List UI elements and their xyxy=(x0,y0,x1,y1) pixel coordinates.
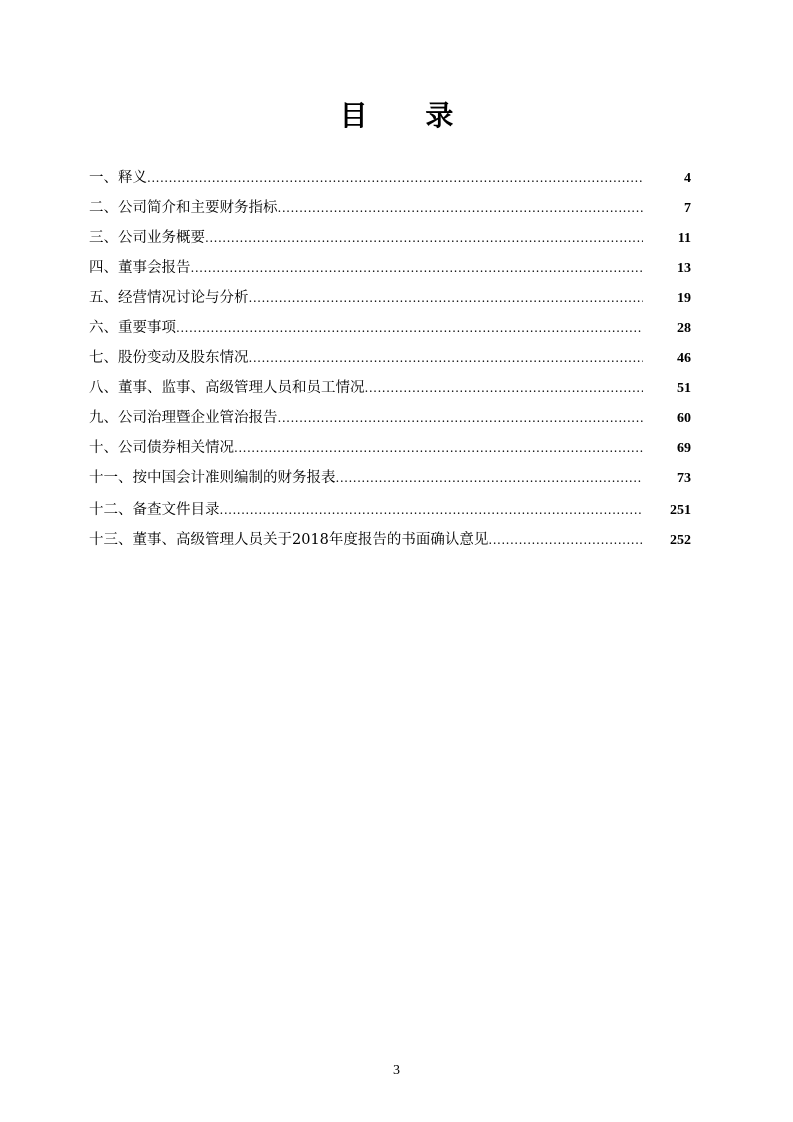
dot-leader xyxy=(191,257,644,279)
toc-entry-page: 13 xyxy=(677,261,691,276)
toc-entry[interactable] xyxy=(89,467,695,497)
dot-leader xyxy=(234,437,643,459)
dot-leader xyxy=(365,377,644,399)
dot-leader xyxy=(278,407,644,429)
toc-entry-page: 28 xyxy=(677,321,691,336)
toc-entry-page: 252 xyxy=(670,533,691,548)
dot-leader xyxy=(249,287,644,309)
dot-leader xyxy=(205,227,643,249)
toc-entry-title: 十三、董事、高级管理人员关于2018年度报告的书面确认意见 xyxy=(89,532,489,548)
toc-entry-title: 九、公司治理暨企业管治报告 xyxy=(89,410,278,426)
page-number: 3 xyxy=(393,1063,400,1078)
toc-entry-page: 51 xyxy=(677,381,691,396)
toc-entry-page: 46 xyxy=(677,351,691,366)
table-of-contents xyxy=(89,167,695,559)
toc-entry[interactable] xyxy=(89,347,695,377)
toc-entry[interactable] xyxy=(89,257,695,287)
toc-entry-title: 八、董事、监事、高级管理人员和员工情况 xyxy=(89,380,365,396)
toc-entry[interactable] xyxy=(89,529,695,559)
toc-entry[interactable] xyxy=(89,197,695,227)
toc-entry-title: 二、公司简介和主要财务指标 xyxy=(89,200,278,216)
toc-entry-page: 7 xyxy=(684,201,691,216)
toc-entry[interactable] xyxy=(89,499,695,529)
toc-entry[interactable] xyxy=(89,167,695,197)
toc-entry[interactable] xyxy=(89,317,695,347)
toc-entry-page: 251 xyxy=(670,503,691,518)
toc-entry[interactable] xyxy=(89,407,695,437)
toc-entry-title: 五、经营情况讨论与分析 xyxy=(89,290,249,306)
toc-entry[interactable] xyxy=(89,227,695,257)
dot-leader xyxy=(336,467,644,489)
dot-leader xyxy=(488,529,643,551)
toc-entry[interactable] xyxy=(89,437,695,467)
dot-leader xyxy=(220,499,644,521)
toc-entry-title: 三、公司业务概要 xyxy=(89,230,205,246)
toc-entry-title: 四、董事会报告 xyxy=(89,260,191,276)
toc-entry-page: 69 xyxy=(677,441,691,456)
toc-entry-page: 19 xyxy=(677,291,691,306)
dot-leader xyxy=(147,167,643,189)
toc-entry[interactable] xyxy=(89,377,695,407)
page-title: 目 录 xyxy=(339,99,478,132)
toc-entry-title: 十一、按中国会计准则编制的财务报表 xyxy=(89,470,336,486)
toc-entry-page: 73 xyxy=(677,471,691,486)
toc-entry[interactable] xyxy=(89,287,695,317)
toc-entry-title: 一、释义 xyxy=(89,170,147,186)
toc-entry-title: 六、重要事项 xyxy=(89,320,176,336)
toc-entry-title: 十、公司债券相关情况 xyxy=(89,440,234,456)
dot-leader xyxy=(249,347,644,369)
toc-entry-page: 11 xyxy=(677,231,691,246)
toc-entry-page: 60 xyxy=(677,411,691,426)
toc-entry-title: 十二、备查文件目录 xyxy=(89,502,220,518)
toc-entry-title: 七、股份变动及股东情况 xyxy=(89,350,249,366)
toc-entry-page: 4 xyxy=(684,171,691,186)
dot-leader xyxy=(278,197,644,219)
dot-leader xyxy=(176,317,643,339)
